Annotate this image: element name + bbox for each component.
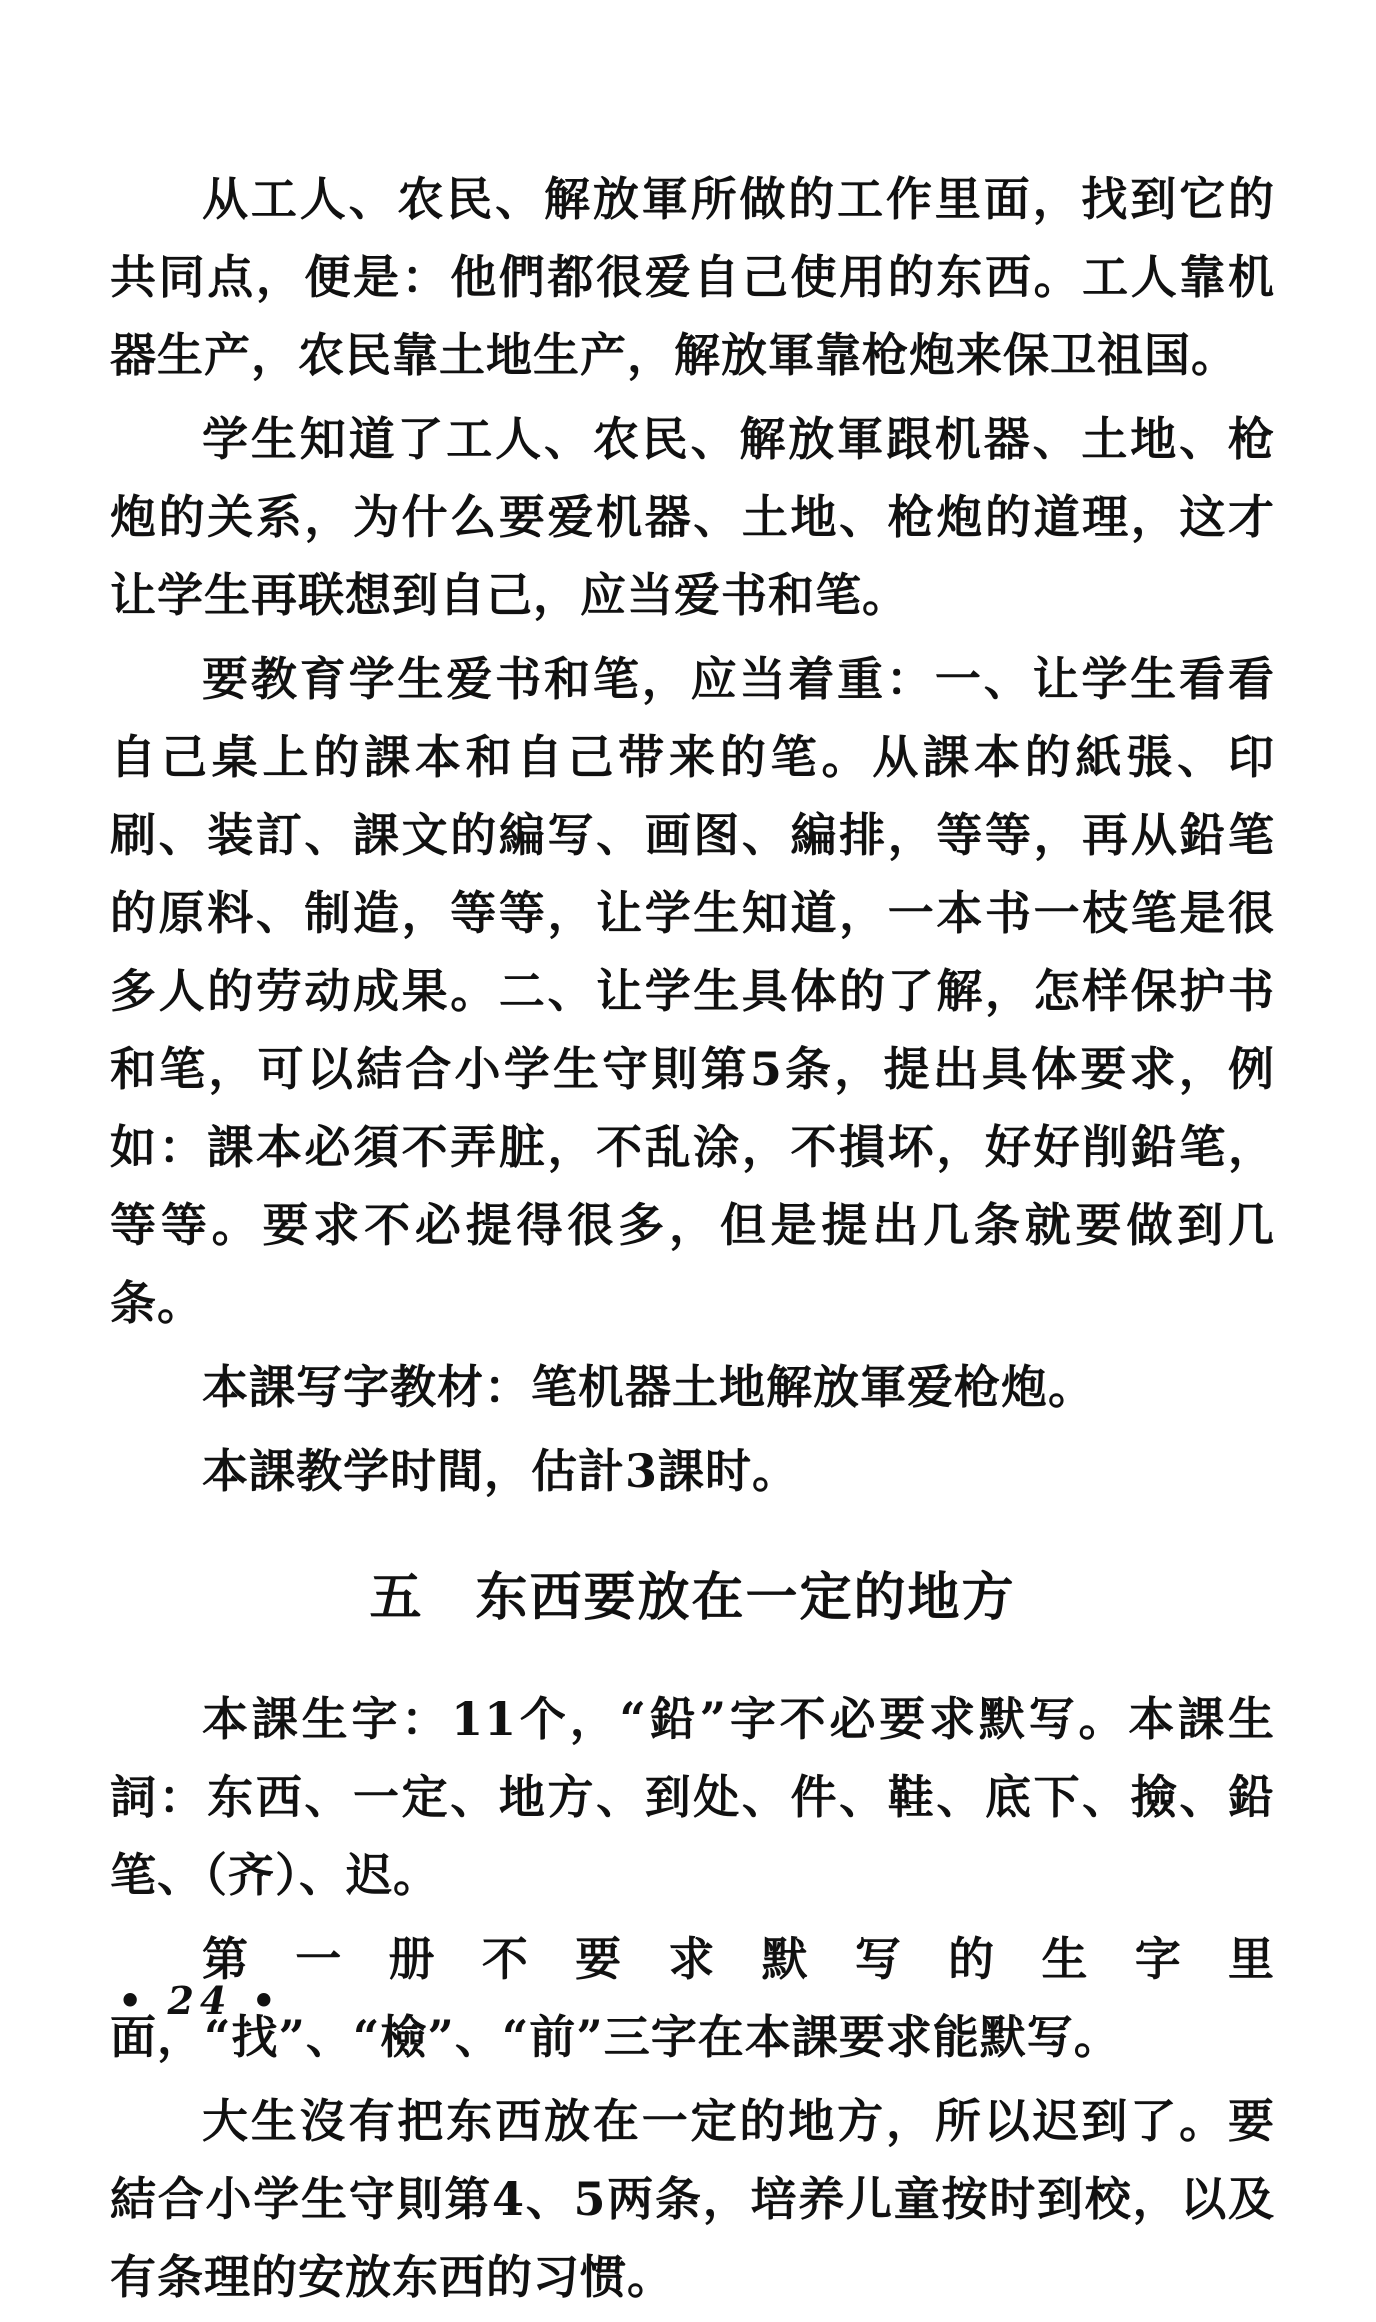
paragraph: 本課写字教材：笔机器土地解放軍爱枪炮。 xyxy=(202,1360,1095,1414)
paragraph: 从工人、农民、解放軍所做的工作里面，找到它的共同点，便是：他們都很爱自己使用的东西。工人靠机器生产，农民靠土地生产，解放軍靠枪炮来保卫祖国。 xyxy=(110,172,1275,382)
document-body xyxy=(110,160,1275,2322)
page-number: • 24 • xyxy=(118,1978,282,2023)
paragraph: 本課教学时間，估計3課时。 xyxy=(202,1444,800,1498)
section-title: 东西要放在一定的地方 xyxy=(475,1567,1016,1628)
paragraph: 第一册不要求默写的生字里面，“找”、“檢”、“前”三字在本課要求能默写。 xyxy=(110,1932,1275,2064)
paragraph: 学生知道了工人、农民、解放軍跟机器、土地、枪炮的关系，为什么要爱机器、土地、枪炮的道理，这才让学生再联想到自己，应当爱书和笔。 xyxy=(110,412,1275,622)
paragraph: 大生沒有把东西放在一定的地方，所以迟到了。要結合小学生守則第4、5两条，培养儿童按时到校，以及有条理的安放东西的习惯。 xyxy=(110,2094,1275,2304)
paragraph: 本課生字：11个，“鉛”字不必要求默写。本課生詞：东西、一定、地方、到处、件、鞋、底下、撿、鉛笔、（齐）、迟。 xyxy=(110,1692,1275,1902)
section-heading xyxy=(110,1558,1275,1638)
paragraph: 要教育学生爱书和笔，应当着重：一、让学生看看自己桌上的課本和自己带来的笔。从課本的紙張、印刷、装訂、課文的編写、画图、編排，等等，再从鉛笔的原料、制造，等等，让学生知道，一本书一枝笔是很多人的劳动成果。二、让学生具体的了解，怎样保护书和笔，可以結合小学生守則第5条，提出具体要求，例如：課本必須不弄脏，不乱涂，不損坏，好好削鉛笔，等等。要求不必提得很多，但是提出几条就要做到几条。 xyxy=(110,652,1275,1330)
section-number: 五 xyxy=(369,1567,424,1628)
